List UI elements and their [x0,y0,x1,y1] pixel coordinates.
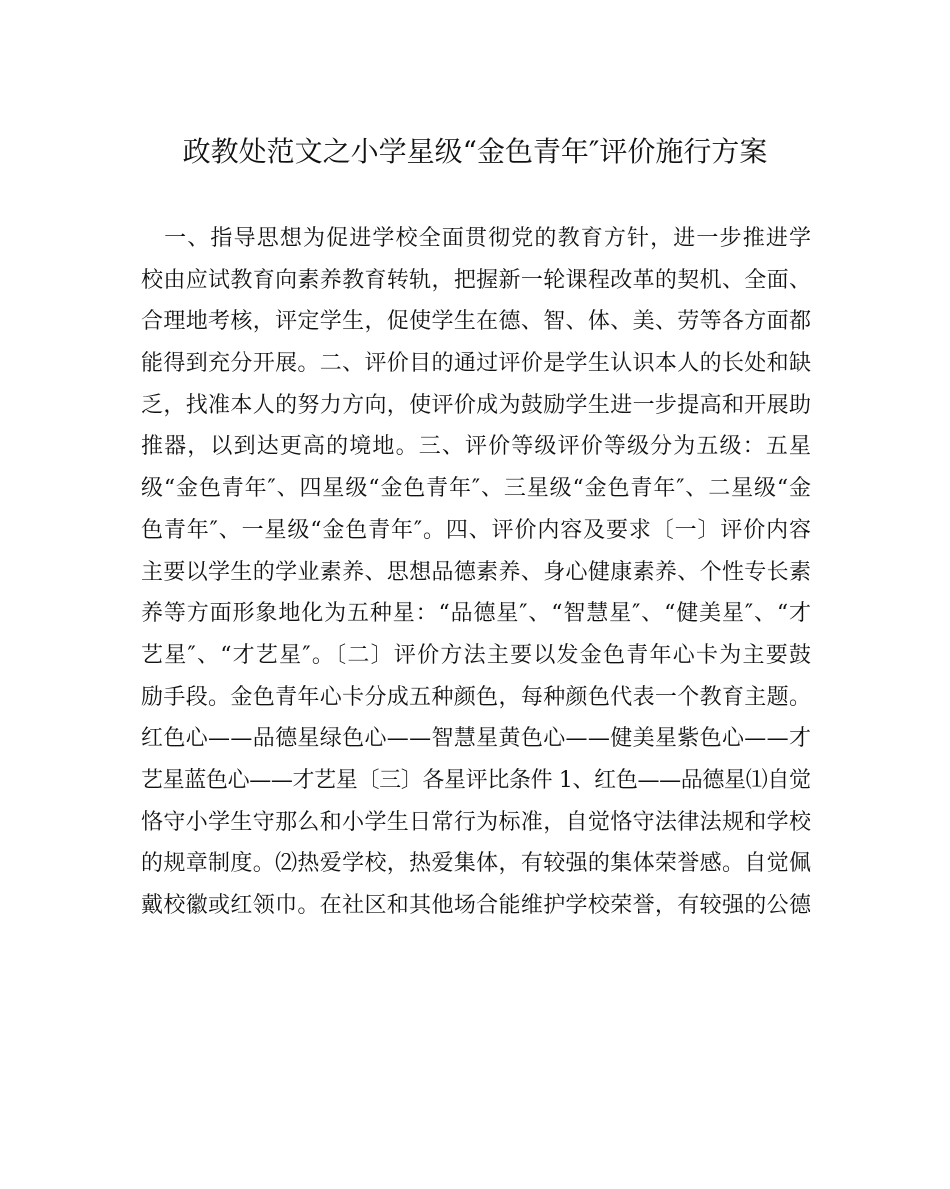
body-line: 艺星蓝色心——才艺星〔三〕各星评比条件 1、红色——品德星⑴自觉 [141,767,811,793]
body-line: 能得到充分开展。二、评价目的通过评价是学生认识本人的长处和缺 [141,351,812,377]
body-line: 一、指导思想为促进学校全面贯彻党的教育方针，进一步推进学 [141,226,813,251]
body-line: 戴校徽或红领巾。在社区和其他场合能维护学校荣誉，有较强的公德 [141,893,812,918]
body-line: 艺星″、“才艺星″。〔二〕评价方法主要以发金色青年心卡为主要鼓 [141,642,813,668]
body-line: 励手段。金色青年心卡分成五种颜色，每种颜色代表一个教育主题。 [141,684,812,710]
document-title: 政教处范文之小学星级“金色青年″评价施行方案 [182,135,768,168]
body-line: 的规章制度。⑵热爱学校，热爱集体，有较强的集体荣誉感。自觉佩 [141,851,812,877]
body-line: 红色心——品德星绿色心——智慧星黄色心——健美星紫色心——才 [141,726,812,752]
body-line: 恪守小学生守那么和小学生日常行为标准，自觉恪守法律法规和学校 [141,809,812,835]
document-body [141,218,811,927]
body-line: 校由应试教育向素养教育转轨，把握新一轮课程改革的契机、全面、 [141,267,812,293]
body-line: 级“金色青年″、四星级“金色青年″、三星级“金色青年″、二星级“金 [141,476,812,502]
body-line: 合理地考核，评定学生，促使学生在德、智、体、美、劳等各方面都 [141,309,812,335]
body-line: 色青年″、一星级“金色青年″。四、评价内容及要求〔一〕评价内容 [141,517,812,543]
body-line: 乏，找准本人的努力方向，使评价成为鼓励学生进一步提高和开展助 [141,392,812,418]
body-line: 推器，以到达更高的境地。三、评价等级评价等级分为五级：五星 [141,434,813,460]
body-line: 养等方面形象地化为五种星：“品德星″、“智慧星″、“健美星″、“才 [141,601,812,627]
body-line: 主要以学生的学业素养、思想品德素养、身心健康素养、个性专长素 [141,559,812,585]
